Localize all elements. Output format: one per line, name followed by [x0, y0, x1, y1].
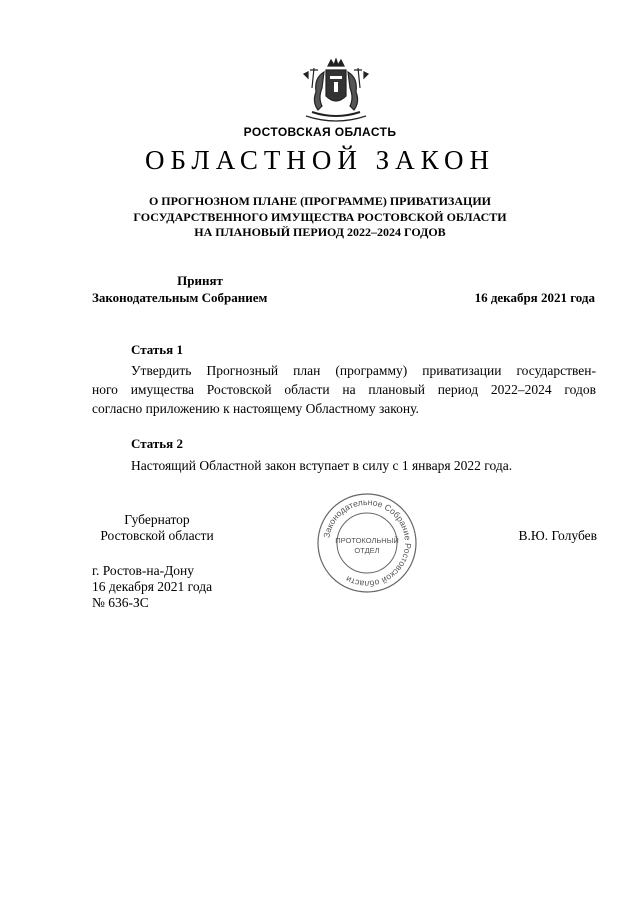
title-line: О ПРОГНОЗНОМ ПЛАНЕ (ПРОГРАММЕ) ПРИВАТИЗАЦИИ: [148, 194, 492, 208]
document-title: [0, 194, 640, 241]
text-line: Утвердить Прогнозный план (программу) приватизации государствен-: [131, 363, 596, 378]
document-type: ОБЛАСТНОЙ ЗАКОН: [145, 145, 495, 175]
region-name: РОСТОВСКАЯ ОБЛАСТЬ: [243, 125, 397, 139]
title-line: НА ПЛАНОВЫЙ ПЕРИОД 2022–2024 ГОДОВ: [194, 225, 446, 239]
text-line: Настоящий Областной закон вступает в силу с 1 января 2022 года.: [131, 458, 513, 473]
article-heading: Статья 1: [131, 342, 183, 357]
issue-city: г. Ростов-на-Дону: [92, 563, 195, 578]
stamp-ring-text: Законодательное Собрание Ростовской области: [321, 496, 414, 590]
adoption-date: 16 декабря 2021 года: [474, 290, 595, 305]
issue-details: [92, 563, 212, 611]
signatory-title-line: Губернатор: [124, 512, 190, 527]
adoption-body: Законодательным Собранием: [92, 290, 268, 305]
signatory-name: В.Ю. Голубев: [518, 528, 597, 543]
adoption-label: Принят: [177, 273, 223, 288]
law-number: № 636-ЗС: [92, 595, 149, 610]
title-line: ГОСУДАРСТВЕННОГО ИМУЩЕСТВА РОСТОВСКОЙ ОБЛАСТИ: [133, 209, 507, 224]
article-text: [92, 456, 596, 475]
coat-of-arms-icon: [300, 58, 372, 124]
article-heading: Статья 2: [131, 436, 183, 451]
stamp-center-line: ПРОТОКОЛЬНЫЙ: [335, 536, 399, 545]
text-line: согласно приложению к настоящему Областному закону.: [92, 401, 419, 416]
issue-date: 16 декабря 2021 года: [92, 579, 213, 594]
signatory-title: [92, 512, 222, 544]
signatory-title-line: Ростовской области: [100, 528, 214, 543]
official-stamp: [316, 492, 418, 594]
stamp-center-line: ОТДЕЛ: [354, 546, 380, 555]
text-line: ного имущества Ростовской области на плановый период 2022–2024 годов: [92, 382, 596, 397]
article-text: [92, 361, 596, 418]
